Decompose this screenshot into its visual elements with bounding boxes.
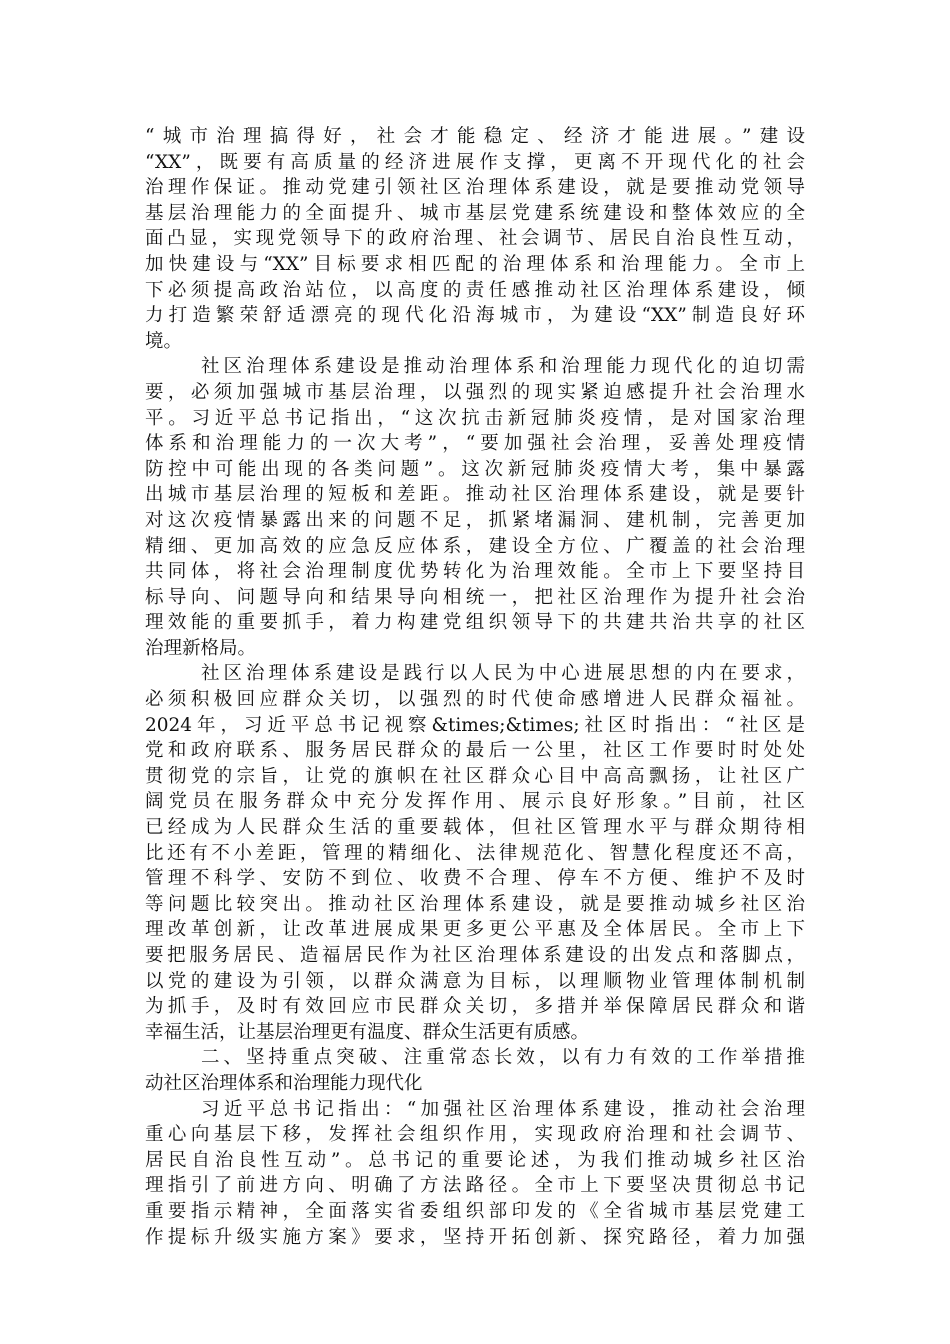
text-line: 为抓手，及时有效回应市民群众关切，多措并举保障居民群众和谐 bbox=[145, 996, 805, 1018]
text-line: 幸福生活，让基层治理更有温度、群众生活更有质感。 bbox=[145, 1021, 590, 1043]
heading-line: 动社区治理体系和治理能力现代化 bbox=[145, 1072, 423, 1094]
heading-line: 二、坚持重点突破、注重常态长效，以有力有效的工作举措推 bbox=[201, 1047, 805, 1069]
document-body bbox=[145, 124, 805, 1250]
text-line: 力打造繁荣舒适漂亮的现代化沿海城市，为建设“XX”制造良好环 bbox=[145, 305, 805, 327]
text-line: 治理作保证。推动党建引领社区治理体系建设，就是要推动党领导 bbox=[145, 177, 805, 199]
text-line: 理效能的重要抓手，着力构建党组织领导下的共建共治共享的社区 bbox=[145, 612, 805, 634]
text-line: 防控中可能出现的各类问题”。这次新冠肺炎疫情大考，集中暴露 bbox=[145, 458, 805, 480]
paragraph-5 bbox=[145, 1097, 805, 1251]
text-line: “城市治理搞得好，社会才能稳定、经济才能进展。”建设 bbox=[145, 126, 805, 147]
section-heading bbox=[145, 1045, 805, 1096]
text-line: 标导向、问题导向和结果导向相统一，把社区治理作为提升社会治 bbox=[145, 586, 805, 608]
text-line: 管理不科学、安防不到位、收费不合理、停车不方便、维护不及时 bbox=[145, 868, 805, 890]
text-line: 基层治理能力的全面提升、城市基层党建系统建设和整体效应的全 bbox=[145, 202, 805, 224]
paragraph-1 bbox=[145, 124, 805, 354]
text-line: 阔党员在服务群众中充分发挥作用、展示良好形象。”目前，社区 bbox=[145, 791, 805, 813]
text-line: 等问题比较突出。推动社区治理体系建设，就是要推动城乡社区治 bbox=[145, 893, 805, 915]
text-line: 理改革创新，让改革进展成果更多更公平惠及全体居民。全市上下 bbox=[145, 919, 805, 941]
text-line: 重心向基层下移，发挥社会组织作用，实现政府治理和社会调节、 bbox=[145, 1124, 805, 1146]
text-line: 以党的建设为引领，以群众满意为目标，以理顺物业管理体制机制 bbox=[145, 970, 805, 992]
text-line: 平。习近平总书记指出，“这次抗击新冠肺炎疫情，是对国家治理 bbox=[145, 407, 805, 429]
text-line: 精细、更加高效的应急反应体系，建设全方位、广覆盖的社会治理 bbox=[145, 535, 805, 557]
text-line: 社区治理体系建设是践行以人民为中心进展思想的内在要求， bbox=[201, 663, 805, 685]
text-line: 社区治理体系建设是推动治理体系和治理能力现代化的迫切需 bbox=[201, 356, 805, 378]
text-line: 面凸显，实现党领导下的政府治理、社会调节、居民自治良性互动， bbox=[145, 228, 805, 250]
text-line: 习近平总书记指出：“加强社区治理体系建设，推动社会治理 bbox=[201, 1098, 805, 1120]
paragraph-2 bbox=[145, 354, 805, 661]
text-line: 重要指示精神，全面落实省委组织部印发的《全省城市基层党建工 bbox=[145, 1200, 805, 1222]
text-line: 治理新格局。 bbox=[145, 637, 257, 659]
text-line: 共同体，将社会治理制度优势转化为治理效能。全市上下要坚持目 bbox=[145, 561, 805, 583]
text-line: 体系和治理能力的一次大考”，“要加强社会治理，妥善处理疫情 bbox=[145, 433, 805, 455]
text-line: 作提标升级实施方案》要求，坚持开拓创新、探究路径，着力加强 bbox=[145, 1226, 805, 1248]
text-line: “XX”，既要有高质量的经济进展作支撑，更离不开现代化的社会 bbox=[145, 151, 805, 173]
text-line: 比还有不小差距，管理的精细化、法律规范化、智慧化程度还不高， bbox=[145, 842, 805, 864]
text-line: 居民自治良性互动”。总书记的重要论述，为我们推动城乡社区治 bbox=[145, 1149, 805, 1171]
text-line: 加快建设与“XX”目标要求相匹配的治理体系和治理能力。全市上 bbox=[145, 253, 805, 275]
text-line: 必须积极回应群众关切，以强烈的时代使命感增进人民群众福祉。 bbox=[145, 689, 805, 711]
text-line: 境。 bbox=[145, 330, 183, 352]
text-line: 要把服务居民、造福居民作为社区治理体系建设的出发点和落脚点， bbox=[145, 945, 805, 966]
text-line: 理指引了前进方向、明确了方法路径。全市上下要坚决贯彻总书记 bbox=[145, 1175, 805, 1197]
text-line: 要，必须加强城市基层治理，以强烈的现实紧迫感提升社会治理水 bbox=[145, 381, 805, 403]
text-line: 党和政府联系、服务居民群众的最后一公里，社区工作要时时处处 bbox=[145, 740, 805, 762]
text-line: 对这次疫情暴露出来的问题不足，抓紧堵漏洞、建机制，完善更加 bbox=[145, 509, 805, 531]
text-line: 2024年，习近平总书记视察&times;&times;社区时指出：“社区是 bbox=[145, 714, 805, 736]
text-line: 贯彻党的宗旨，让党的旗帜在社区群众心目中高高飘扬，让社区广 bbox=[145, 765, 805, 787]
text-line: 已经成为人民群众生活的重要载体，但社区管理水平与群众期待相 bbox=[145, 817, 805, 839]
text-line: 下必须提高政治站位，以高度的责任感推动社区治理体系建设，倾 bbox=[145, 279, 805, 301]
text-line: 出城市基层治理的短板和差距。推动社区治理体系建设，就是要针 bbox=[145, 484, 805, 506]
paragraph-3 bbox=[145, 661, 805, 1045]
